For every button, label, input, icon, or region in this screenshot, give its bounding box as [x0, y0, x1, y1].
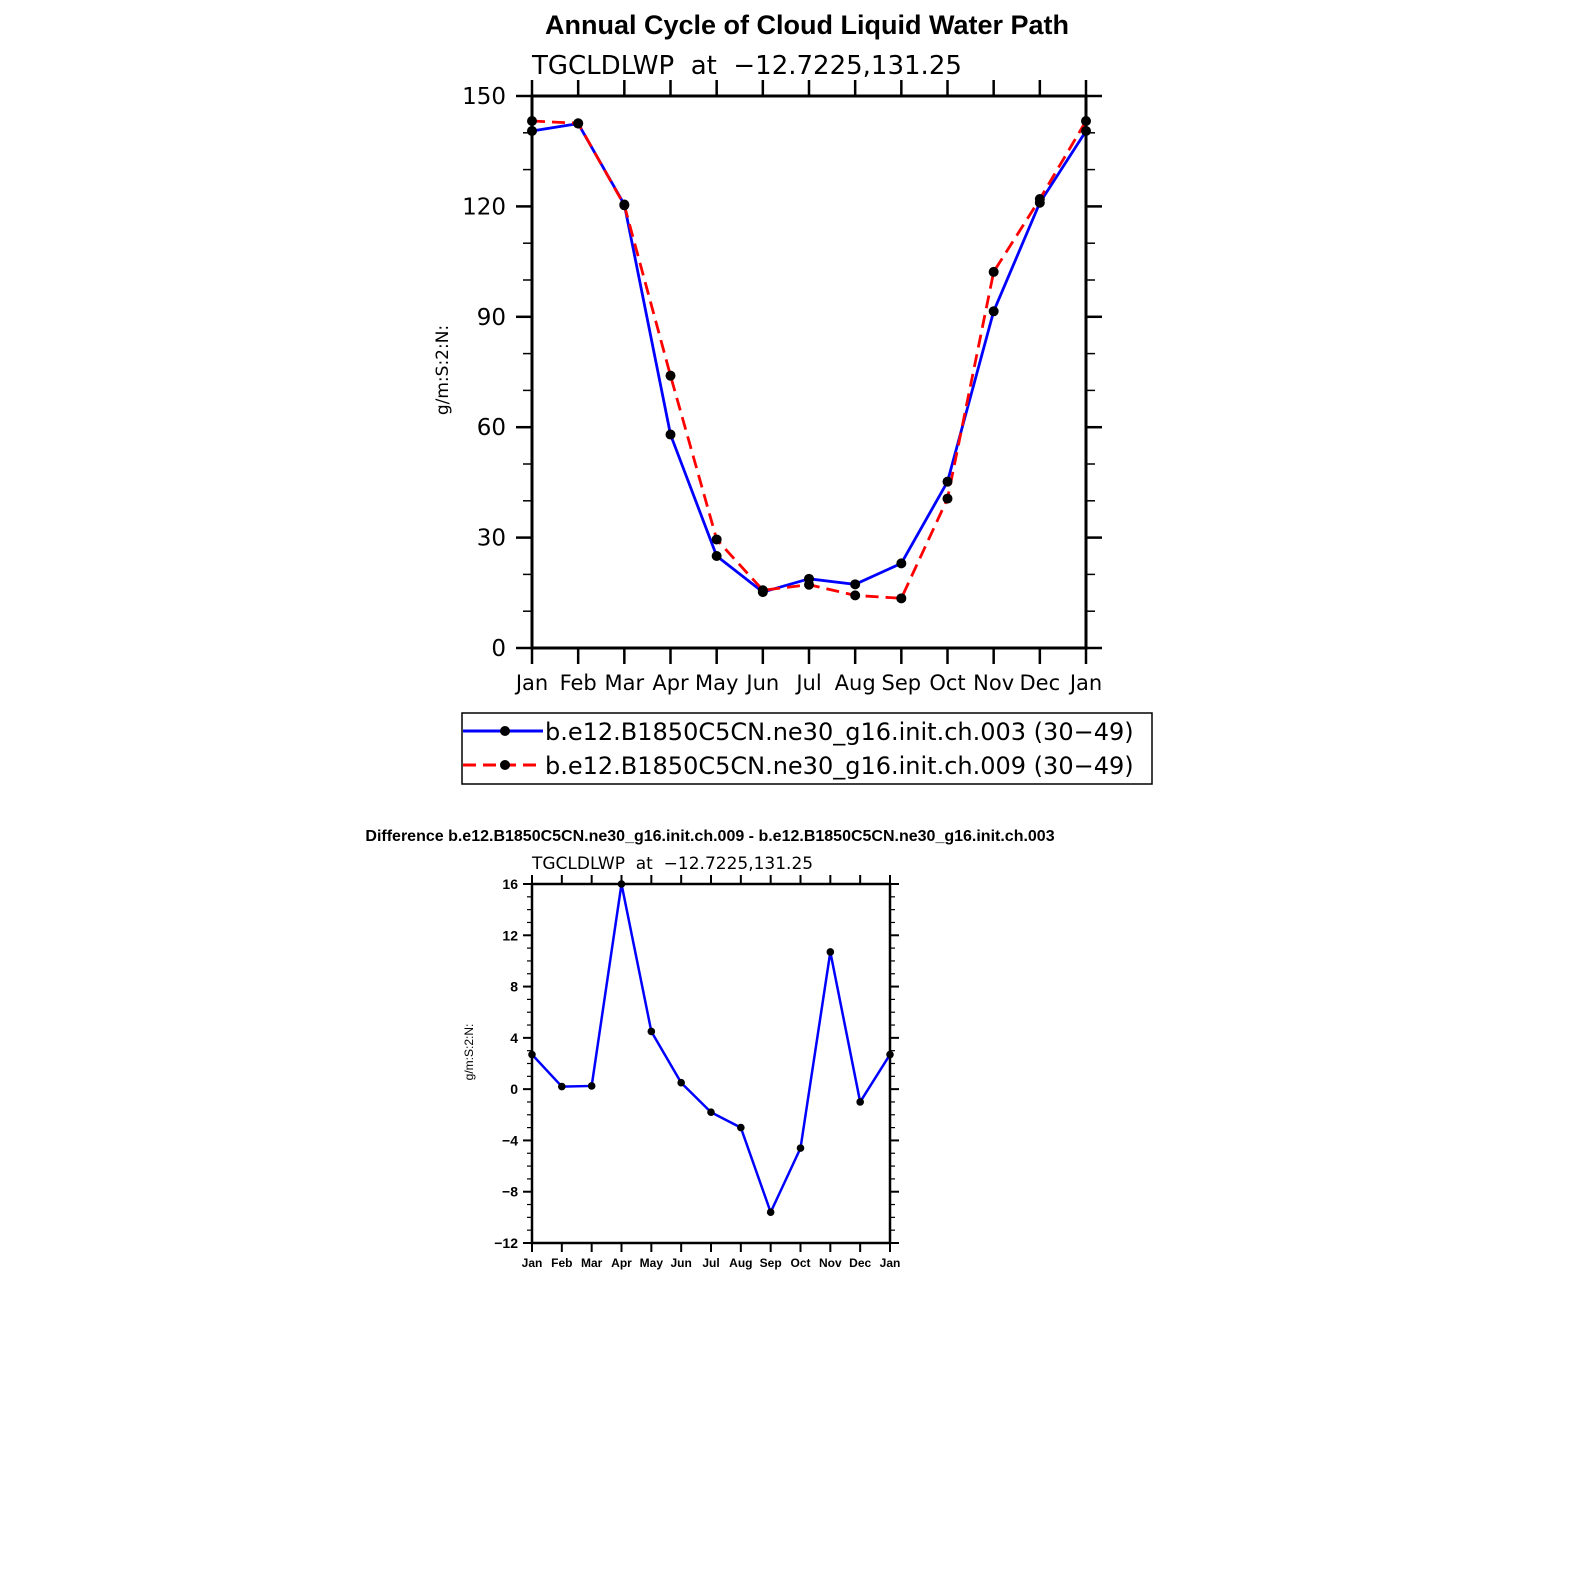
chart2-series-1-point	[767, 1208, 775, 1216]
chart1-series-2-point	[804, 580, 814, 590]
chart1-series-2-point	[758, 585, 768, 595]
chart1-xtick-label: Feb	[559, 671, 597, 695]
chart2-xtick-label: Apr	[611, 1256, 632, 1270]
chart2-series-1-point	[886, 1051, 894, 1059]
chart2-series-1-point	[618, 880, 626, 888]
chart2-xtick-label: Jun	[670, 1256, 692, 1270]
chart1-xtick-label: Jan	[1069, 671, 1103, 695]
chart1-series-2-point	[666, 371, 676, 381]
legend-marker-series-2	[500, 760, 510, 770]
chart1-ytick-label: 30	[476, 525, 506, 552]
chart1-series-2-point	[896, 593, 906, 603]
chart1-series-1-line	[532, 124, 1086, 592]
chart2-ytick-label: 16	[502, 876, 518, 892]
chart1-series-1-point	[527, 126, 537, 136]
chart2-ytick-label: 12	[502, 927, 518, 944]
chart1-series-2-point	[619, 200, 629, 210]
chart2-xtick-label: Jul	[702, 1256, 720, 1270]
chart1-ytick-label: 0	[491, 636, 506, 662]
chart2-ytick-label: 8	[510, 978, 518, 995]
chart2-ytick-label: −12	[494, 1235, 518, 1251]
chart1-ytick-label: 60	[476, 415, 506, 442]
chart2-ytick-label: −4	[502, 1132, 518, 1149]
chart1-xtick-label: Jan	[515, 671, 549, 695]
chart2-xtick-label: Aug	[729, 1256, 753, 1270]
chart1-series-1-point	[666, 430, 676, 440]
chart1-series-1-point	[943, 477, 953, 487]
chart1-ytick-label: 150	[462, 84, 506, 110]
chart1-series-2-point	[989, 267, 999, 277]
chart1-xtick-label: Apr	[652, 671, 689, 695]
chart1-xtick-label: Dec	[1019, 671, 1061, 695]
chart1-xtick-label: Sep	[881, 671, 922, 695]
chart1-series-1-point	[712, 551, 722, 561]
chart1-series-2-point	[850, 590, 860, 600]
chart2-series-1-point	[797, 1144, 805, 1152]
chart2-xtick-label: Oct	[790, 1256, 811, 1270]
chart1-series-2-point	[943, 494, 953, 504]
chart1-series-2-point	[527, 116, 537, 126]
chart1-plot-frame	[532, 96, 1086, 648]
chart2-subtitle: TGCLDLWP at −12.7225,131.25	[532, 854, 814, 874]
chart1-xtick-label: Aug	[834, 671, 876, 695]
chart1-axes	[462, 80, 1102, 695]
chart2-ytick-label: 0	[510, 1081, 518, 1098]
chart1-xtick-label: Jun	[746, 671, 780, 695]
chart1-series-1-point	[989, 306, 999, 316]
chart2-xtick-label: Sep	[759, 1256, 782, 1270]
chart2-series-1-point	[588, 1082, 596, 1090]
chart2-series-1-line	[532, 884, 890, 1212]
chart2-ylabel: g/m:S:2:N:	[462, 1023, 476, 1081]
chart1-series-2-point	[712, 534, 722, 544]
chart1-plot-area	[527, 116, 1091, 603]
chart1-series-1-point	[1081, 126, 1091, 136]
legend-label-series-1: b.e12.B1850C5CN.ne30_g16.init.ch.003 (30−49)	[545, 718, 1134, 746]
chart2-series-1-point	[677, 1079, 685, 1087]
chart2-series-1-point	[856, 1098, 864, 1106]
legend-marker-series-1	[500, 726, 510, 736]
chart2-series-1-point	[648, 1028, 656, 1036]
chart1-series-2-point	[1081, 116, 1091, 126]
chart1-ytick-label: 90	[476, 304, 506, 331]
chart1-xtick-label: Nov	[973, 671, 1015, 695]
chart2-xtick-label: Jan	[521, 1256, 543, 1270]
chart1-xtick-label: Oct	[929, 671, 966, 695]
chart2-plot-area	[528, 880, 894, 1216]
chart2-xtick-label: Nov	[818, 1256, 842, 1270]
chart1-legend	[462, 713, 1152, 784]
chart1-ytick-label: 120	[462, 194, 506, 221]
chart2-plot-frame	[532, 884, 890, 1243]
chart2-series-1-point	[528, 1051, 536, 1059]
chart2-series-1-point	[558, 1083, 566, 1091]
chart1-xtick-label: Jul	[796, 671, 822, 695]
legend-label-series-2: b.e12.B1850C5CN.ne30_g16.init.ch.009 (30−49)	[545, 752, 1134, 780]
chart1-subtitle: TGCLDLWP at −12.7225,131.25	[532, 51, 962, 81]
chart2-axes	[494, 875, 900, 1270]
chart1-series-1-point	[896, 558, 906, 568]
chart2-xtick-label: Dec	[849, 1256, 872, 1270]
chart1-series-1-point	[850, 579, 860, 589]
chart1-xtick-label: May	[694, 671, 739, 695]
chart2-series-1-point	[707, 1108, 715, 1116]
chart1-ylabel: g/m:S:2:N:	[433, 324, 453, 416]
chart2-series-1-point	[737, 1124, 745, 1132]
chart2-series-1-point	[827, 948, 835, 956]
chart2-ytick-label: 4	[510, 1029, 518, 1046]
chart2-xtick-label: Feb	[551, 1256, 573, 1270]
chart2-ytick-label: −8	[502, 1183, 518, 1200]
chart2-xtick-label: May	[639, 1256, 664, 1270]
chart2-xtick-label: Jan	[879, 1256, 901, 1270]
chart1-series-2-point	[573, 118, 583, 128]
chart1-xtick-label: Mar	[604, 671, 645, 695]
chart2-title: Difference b.e12.B1850C5CN.ne30_g16.init.ch.009 - b.e12.B1850C5CN.ne30_g16.init.ch.003	[365, 828, 1055, 845]
chart2-xtick-label: Mar	[580, 1256, 603, 1270]
chart1-series-2-point	[1035, 194, 1045, 204]
chart1-series-2-line	[532, 121, 1086, 598]
chart1-title: Annual Cycle of Cloud Liquid Water Path	[544, 10, 1070, 40]
